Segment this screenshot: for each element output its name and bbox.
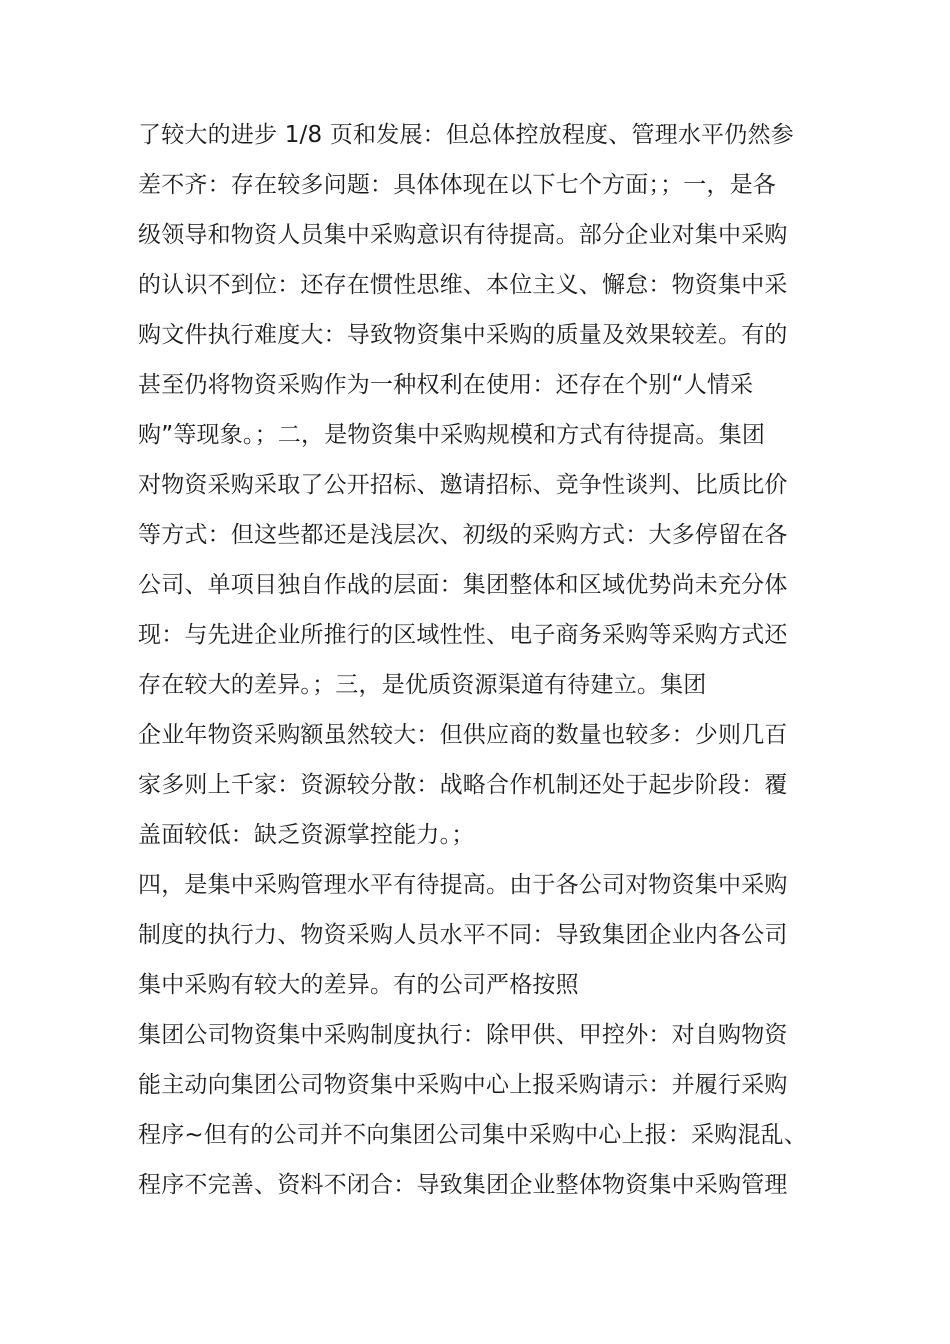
- text-line: 甚至仍将物资采购作为一种权利在使用：还存在个别“人情采: [138, 372, 754, 398]
- text-line: 家多则上千家：资源较分散：战略合作机制还处于起步阶段：覆: [138, 772, 788, 798]
- text-line: 了较大的进步 1/8 页和发展：但总体控放程度、管理水平仍然参: [138, 122, 794, 148]
- text-line: 盖面较低：缺乏资源掌控能力。；: [138, 822, 475, 848]
- body-text: [138, 110, 808, 1210]
- text-line: 集中采购有较大的差异。有的公司严格按照: [138, 972, 579, 998]
- text-line: 购”等现象。；二，是物资集中采购规模和方式有待提高。集团: [138, 422, 766, 448]
- text-line: 公司、单项目独自作战的层面：集团整体和区域优势尚未充分体: [138, 572, 788, 598]
- text-line: 程序~但有的公司并不向集团公司集中采购中心上报：采购混乱、: [138, 1122, 808, 1148]
- text-line: 差不齐：存在较多问题：具体体现在以下七个方面；；一，是各: [138, 172, 777, 198]
- text-line: 购文件执行难度大：导致物资集中采购的质量及效果较差。有的: [138, 322, 788, 348]
- text-line: 制度的执行力、物资采购人员水平不同：导致集团企业内各公司: [138, 922, 788, 948]
- text-line: 的认识不到位：还存在惯性思维、本位主义、懈怠：物资集中采: [138, 272, 788, 298]
- text-line: 现：与先进企业所推行的区域性性、电子商务采购等采购方式还: [138, 622, 788, 648]
- text-line: 对物资采购采取了公开招标、邀请招标、竞争性谈判、比质比价: [138, 472, 788, 498]
- text-line: 存在较大的差异。；三，是优质资源渠道有待建立。集团: [138, 672, 707, 698]
- text-line: 级领导和物资人员集中采购意识有待提高。部分企业对集中采购: [138, 222, 788, 248]
- text-line: 四，是集中采购管理水平有待提高。由于各公司对物资集中采购: [138, 872, 788, 898]
- text-line: 集团公司物资集中采购制度执行：除甲供、甲控外：对自购物资: [138, 1022, 788, 1048]
- text-line: 能主动向集团公司物资集中采购中心上报采购请示：并履行采购: [138, 1072, 788, 1098]
- text-line: 等方式：但这些都还是浅层次、初级的采购方式：大多停留在各: [138, 522, 788, 548]
- text-line: 企业年物资采购额虽然较大：但供应商的数量也较多：少则几百: [138, 722, 788, 748]
- text-line: 程序不完善、资料不闭合：导致集团企业整体物资集中采购管理: [138, 1172, 788, 1198]
